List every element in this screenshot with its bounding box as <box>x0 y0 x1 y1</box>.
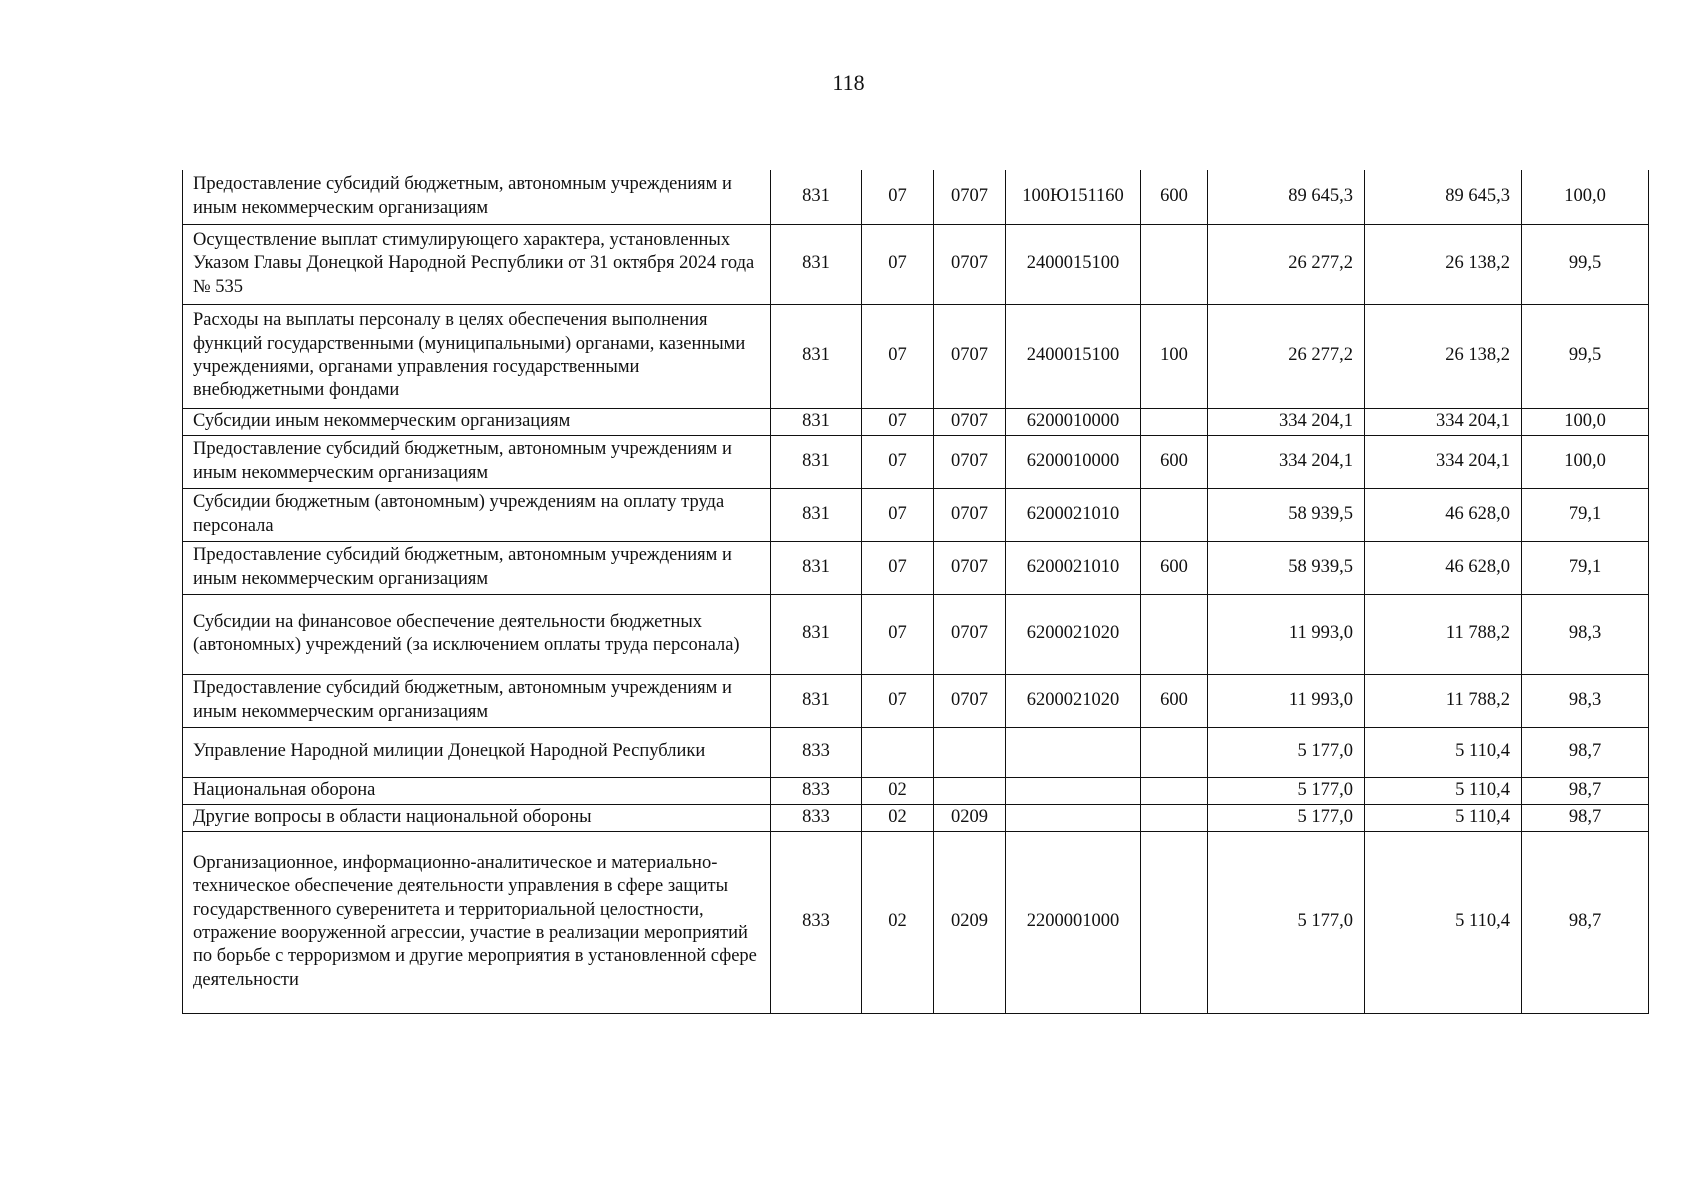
expense-type-cell: 600 <box>1141 674 1208 727</box>
row-name-cell: Предоставление субсидий бюджетным, автономным учреждениям и иным некоммерческим организациям <box>183 541 771 594</box>
section-code-cell <box>862 727 934 777</box>
subsection-code-cell: 0209 <box>934 804 1006 831</box>
ved-code-cell: 833 <box>771 777 862 804</box>
page-number: 118 <box>832 70 865 95</box>
row-name-cell: Субсидии на финансовое обеспечение деятельности бюджетных (автономных) учреждений (за исключением оплаты труда персонала) <box>183 594 771 674</box>
section-code-cell: 07 <box>862 170 934 224</box>
target-article-cell <box>1006 804 1141 831</box>
expense-type-cell <box>1141 594 1208 674</box>
ved-code-cell: 831 <box>771 541 862 594</box>
percent-cell: 100,0 <box>1522 435 1649 488</box>
percent-cell: 79,1 <box>1522 541 1649 594</box>
row-name-cell: Предоставление субсидий бюджетным, автономным учреждениям и иным некоммерческим организациям <box>183 170 771 224</box>
target-article-cell: 2400015100 <box>1006 224 1141 304</box>
percent-cell: 79,1 <box>1522 488 1649 541</box>
expense-type-cell: 600 <box>1141 170 1208 224</box>
expense-type-cell <box>1141 408 1208 435</box>
planned-amount-cell: 5 177,0 <box>1208 727 1365 777</box>
percent-cell: 98,7 <box>1522 727 1649 777</box>
ved-code-cell: 833 <box>771 727 862 777</box>
planned-amount-cell: 5 177,0 <box>1208 804 1365 831</box>
subsection-code-cell: 0707 <box>934 594 1006 674</box>
percent-cell: 99,5 <box>1522 304 1649 408</box>
planned-amount-cell: 334 204,1 <box>1208 435 1365 488</box>
row-name-cell: Национальная оборона <box>183 777 771 804</box>
planned-amount-cell: 58 939,5 <box>1208 541 1365 594</box>
ved-code-cell: 831 <box>771 435 862 488</box>
actual-amount-cell: 334 204,1 <box>1365 408 1522 435</box>
percent-cell: 98,7 <box>1522 804 1649 831</box>
table-body <box>183 170 1649 1013</box>
expense-type-cell <box>1141 831 1208 1013</box>
table-row <box>183 831 1649 1013</box>
section-code-cell: 07 <box>862 408 934 435</box>
table-row <box>183 408 1649 435</box>
row-name-cell: Осуществление выплат стимулирующего характера, установленных Указом Главы Донецкой Народной Республики от 31 октября 2024 года № 535 <box>183 224 771 304</box>
target-article-cell <box>1006 727 1141 777</box>
section-code-cell: 02 <box>862 831 934 1013</box>
actual-amount-cell: 334 204,1 <box>1365 435 1522 488</box>
row-name-cell: Субсидии иным некоммерческим организациям <box>183 408 771 435</box>
section-code-cell: 07 <box>862 224 934 304</box>
subsection-code-cell: 0707 <box>934 674 1006 727</box>
target-article-cell: 6200010000 <box>1006 435 1141 488</box>
subsection-code-cell <box>934 777 1006 804</box>
table-row <box>183 804 1649 831</box>
target-article-cell: 2400015100 <box>1006 304 1141 408</box>
table-row <box>183 674 1649 727</box>
table-row <box>183 170 1649 224</box>
percent-cell: 100,0 <box>1522 408 1649 435</box>
subsection-code-cell: 0209 <box>934 831 1006 1013</box>
section-code-cell: 07 <box>862 594 934 674</box>
actual-amount-cell: 5 110,4 <box>1365 804 1522 831</box>
actual-amount-cell: 5 110,4 <box>1365 831 1522 1013</box>
section-code-cell: 07 <box>862 304 934 408</box>
actual-amount-cell: 89 645,3 <box>1365 170 1522 224</box>
table-row <box>183 224 1649 304</box>
table-row <box>183 488 1649 541</box>
target-article-cell: 6200021010 <box>1006 488 1141 541</box>
target-article-cell: 6200021020 <box>1006 674 1141 727</box>
ved-code-cell: 831 <box>771 674 862 727</box>
actual-amount-cell: 46 628,0 <box>1365 541 1522 594</box>
table-row <box>183 541 1649 594</box>
actual-amount-cell: 26 138,2 <box>1365 224 1522 304</box>
ved-code-cell: 831 <box>771 170 862 224</box>
expense-type-cell: 100 <box>1141 304 1208 408</box>
table-row <box>183 304 1649 408</box>
row-name-cell: Другие вопросы в области национальной обороны <box>183 804 771 831</box>
actual-amount-cell: 26 138,2 <box>1365 304 1522 408</box>
planned-amount-cell: 11 993,0 <box>1208 674 1365 727</box>
planned-amount-cell: 89 645,3 <box>1208 170 1365 224</box>
subsection-code-cell: 0707 <box>934 304 1006 408</box>
actual-amount-cell: 5 110,4 <box>1365 777 1522 804</box>
subsection-code-cell: 0707 <box>934 408 1006 435</box>
section-code-cell: 07 <box>862 674 934 727</box>
percent-cell: 98,3 <box>1522 594 1649 674</box>
expense-type-cell <box>1141 727 1208 777</box>
actual-amount-cell: 5 110,4 <box>1365 727 1522 777</box>
ved-code-cell: 831 <box>771 594 862 674</box>
percent-cell: 100,0 <box>1522 170 1649 224</box>
subsection-code-cell <box>934 727 1006 777</box>
row-name-cell: Предоставление субсидий бюджетным, автономным учреждениям и иным некоммерческим организациям <box>183 674 771 727</box>
subsection-code-cell: 0707 <box>934 224 1006 304</box>
planned-amount-cell: 26 277,2 <box>1208 304 1365 408</box>
planned-amount-cell: 334 204,1 <box>1208 408 1365 435</box>
target-article-cell: 6200021010 <box>1006 541 1141 594</box>
ved-code-cell: 833 <box>771 831 862 1013</box>
ved-code-cell: 831 <box>771 408 862 435</box>
expense-type-cell: 600 <box>1141 541 1208 594</box>
percent-cell: 98,7 <box>1522 777 1649 804</box>
table-row <box>183 777 1649 804</box>
row-name-cell: Управление Народной милиции Донецкой Народной Республики <box>183 727 771 777</box>
expense-type-cell <box>1141 488 1208 541</box>
planned-amount-cell: 11 993,0 <box>1208 594 1365 674</box>
section-code-cell: 02 <box>862 804 934 831</box>
table-row <box>183 594 1649 674</box>
actual-amount-cell: 11 788,2 <box>1365 594 1522 674</box>
row-name-cell: Организационное, информационно-аналитическое и материально-техническое обеспечение деятельности управления в сфере защиты государственного суверенитета и территориальной целостности, отражение вооруженной агрессии, участие в реализации мероприятий по борьбе с терроризмом и другие мероприятия в установленной сфере деятельности <box>183 831 771 1013</box>
subsection-code-cell: 0707 <box>934 488 1006 541</box>
row-name-cell: Субсидии бюджетным (автономным) учреждениям на оплату труда персонала <box>183 488 771 541</box>
section-code-cell: 02 <box>862 777 934 804</box>
table-row <box>183 435 1649 488</box>
ved-code-cell: 831 <box>771 488 862 541</box>
planned-amount-cell: 58 939,5 <box>1208 488 1365 541</box>
row-name-cell: Расходы на выплаты персоналу в целях обеспечения выполнения функций государственными (муниципальными) органами, казенными учреждениями, органами управления государственными внебюджетными фондами <box>183 304 771 408</box>
expense-type-cell: 600 <box>1141 435 1208 488</box>
section-code-cell: 07 <box>862 541 934 594</box>
section-code-cell: 07 <box>862 435 934 488</box>
subsection-code-cell: 0707 <box>934 435 1006 488</box>
target-article-cell: 100Ю151160 <box>1006 170 1141 224</box>
planned-amount-cell: 5 177,0 <box>1208 777 1365 804</box>
ved-code-cell: 833 <box>771 804 862 831</box>
target-article-cell: 6200010000 <box>1006 408 1141 435</box>
actual-amount-cell: 46 628,0 <box>1365 488 1522 541</box>
ved-code-cell: 831 <box>771 304 862 408</box>
target-article-cell: 2200001000 <box>1006 831 1141 1013</box>
target-article-cell <box>1006 777 1141 804</box>
subsection-code-cell: 0707 <box>934 170 1006 224</box>
subsection-code-cell: 0707 <box>934 541 1006 594</box>
expense-type-cell <box>1141 224 1208 304</box>
expense-type-cell <box>1141 777 1208 804</box>
expense-type-cell <box>1141 804 1208 831</box>
budget-table <box>182 170 1649 1014</box>
table-row <box>183 727 1649 777</box>
target-article-cell: 6200021020 <box>1006 594 1141 674</box>
percent-cell: 98,3 <box>1522 674 1649 727</box>
percent-cell: 99,5 <box>1522 224 1649 304</box>
ved-code-cell: 831 <box>771 224 862 304</box>
actual-amount-cell: 11 788,2 <box>1365 674 1522 727</box>
section-code-cell: 07 <box>862 488 934 541</box>
row-name-cell: Предоставление субсидий бюджетным, автономным учреждениям и иным некоммерческим организациям <box>183 435 771 488</box>
percent-cell: 98,7 <box>1522 831 1649 1013</box>
planned-amount-cell: 26 277,2 <box>1208 224 1365 304</box>
planned-amount-cell: 5 177,0 <box>1208 831 1365 1013</box>
